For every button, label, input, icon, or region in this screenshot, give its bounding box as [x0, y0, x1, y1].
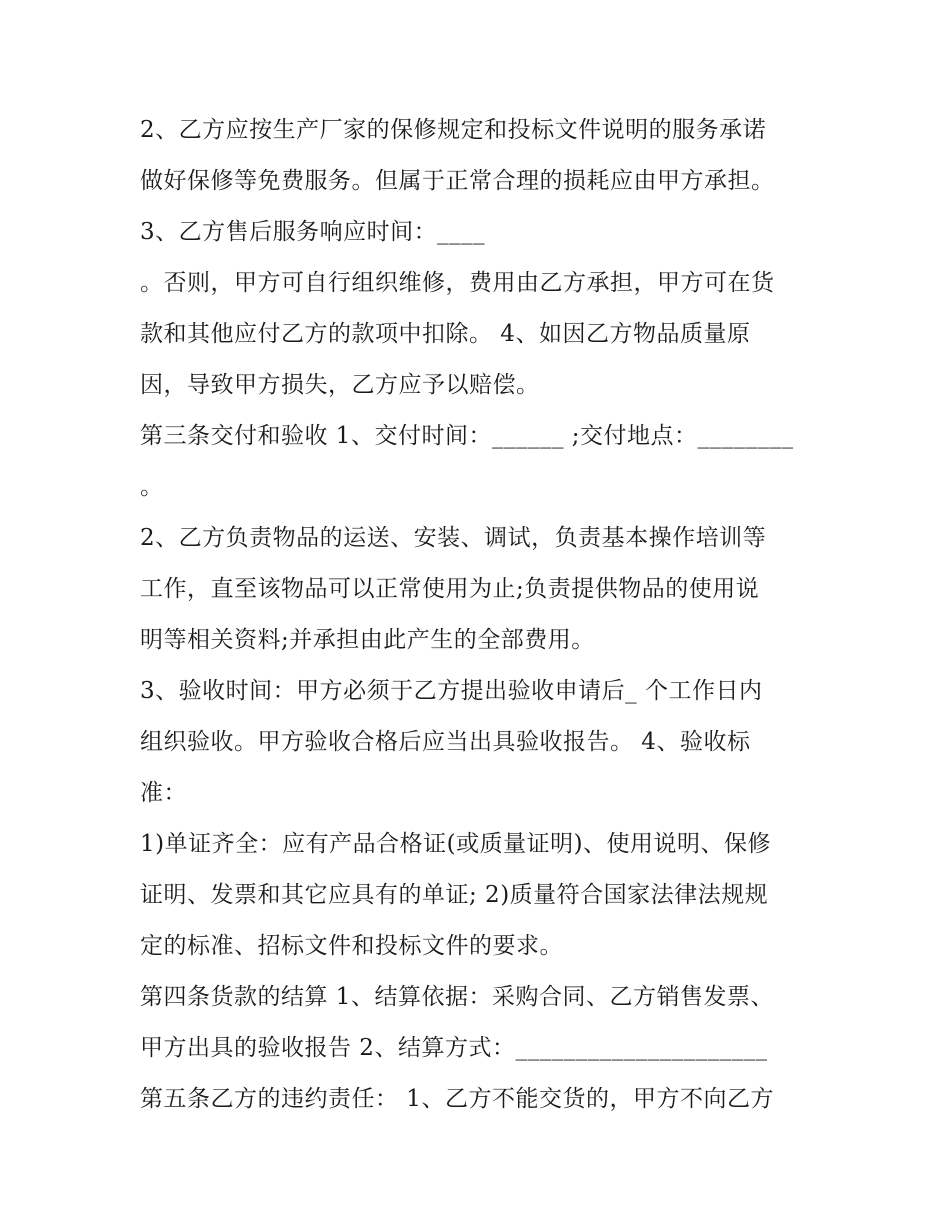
- text-line: 1)单证齐全：应有产品合格证(或质量证明)、使用说明、保修: [140, 831, 772, 857]
- text-line: 款和其他应付乙方的款项中扣除。 4、如因乙方物品质量原: [140, 321, 751, 347]
- text-line: 定的标准、招标文件和投标文件的要求。: [140, 933, 563, 959]
- text-line: 第四条货款的结算 1、结算依据：采购合同、乙方销售发票、: [140, 984, 774, 1010]
- text-line: 做好保修等免费服务。但属于正常合理的损耗应由甲方承担。: [140, 168, 775, 194]
- text-line: 第五条乙方的违约责任： 1、乙方不能交货的，甲方不向乙方: [140, 1086, 774, 1112]
- text-line: 3、乙方售后服务响应时间：____: [140, 219, 486, 245]
- text-line: 证明、发票和其它应具有的单证; 2)质量符合国家法律法规规: [140, 882, 769, 908]
- text-line: 3、验收时间：甲方必须于乙方提出验收申请后_ 个工作日内: [140, 678, 763, 704]
- text-line: 组织验收。甲方验收合格后应当出具验收报告。 4、验收标: [140, 729, 751, 755]
- text-line: 因，导致甲方损失，乙方应予以赔偿。: [140, 372, 540, 398]
- text-line: 2、乙方负责物品的运送、安装、调试，负责基本操作培训等: [140, 525, 767, 551]
- text-line: 2、乙方应按生产厂家的保修规定和投标文件说明的服务承诺: [140, 117, 767, 143]
- text-line: 第三条交付和验收 1、交付时间：______ ;交付地点：________: [140, 423, 794, 449]
- document-body: [140, 105, 820, 1125]
- text-line: 准：: [140, 780, 187, 806]
- text-line: 明等相关资料;并承担由此产生的全部费用。: [140, 627, 595, 653]
- text-line: 工作，直至该物品可以正常使用为止;负责提供物品的使用说: [140, 576, 760, 602]
- text-line: 。否则，甲方可自行组织维修，费用由乙方承担，甲方可在货: [140, 270, 775, 296]
- text-line: 。: [140, 474, 164, 500]
- text-line: 甲方出具的验收报告 2、结算方式：_____________________: [140, 1035, 768, 1061]
